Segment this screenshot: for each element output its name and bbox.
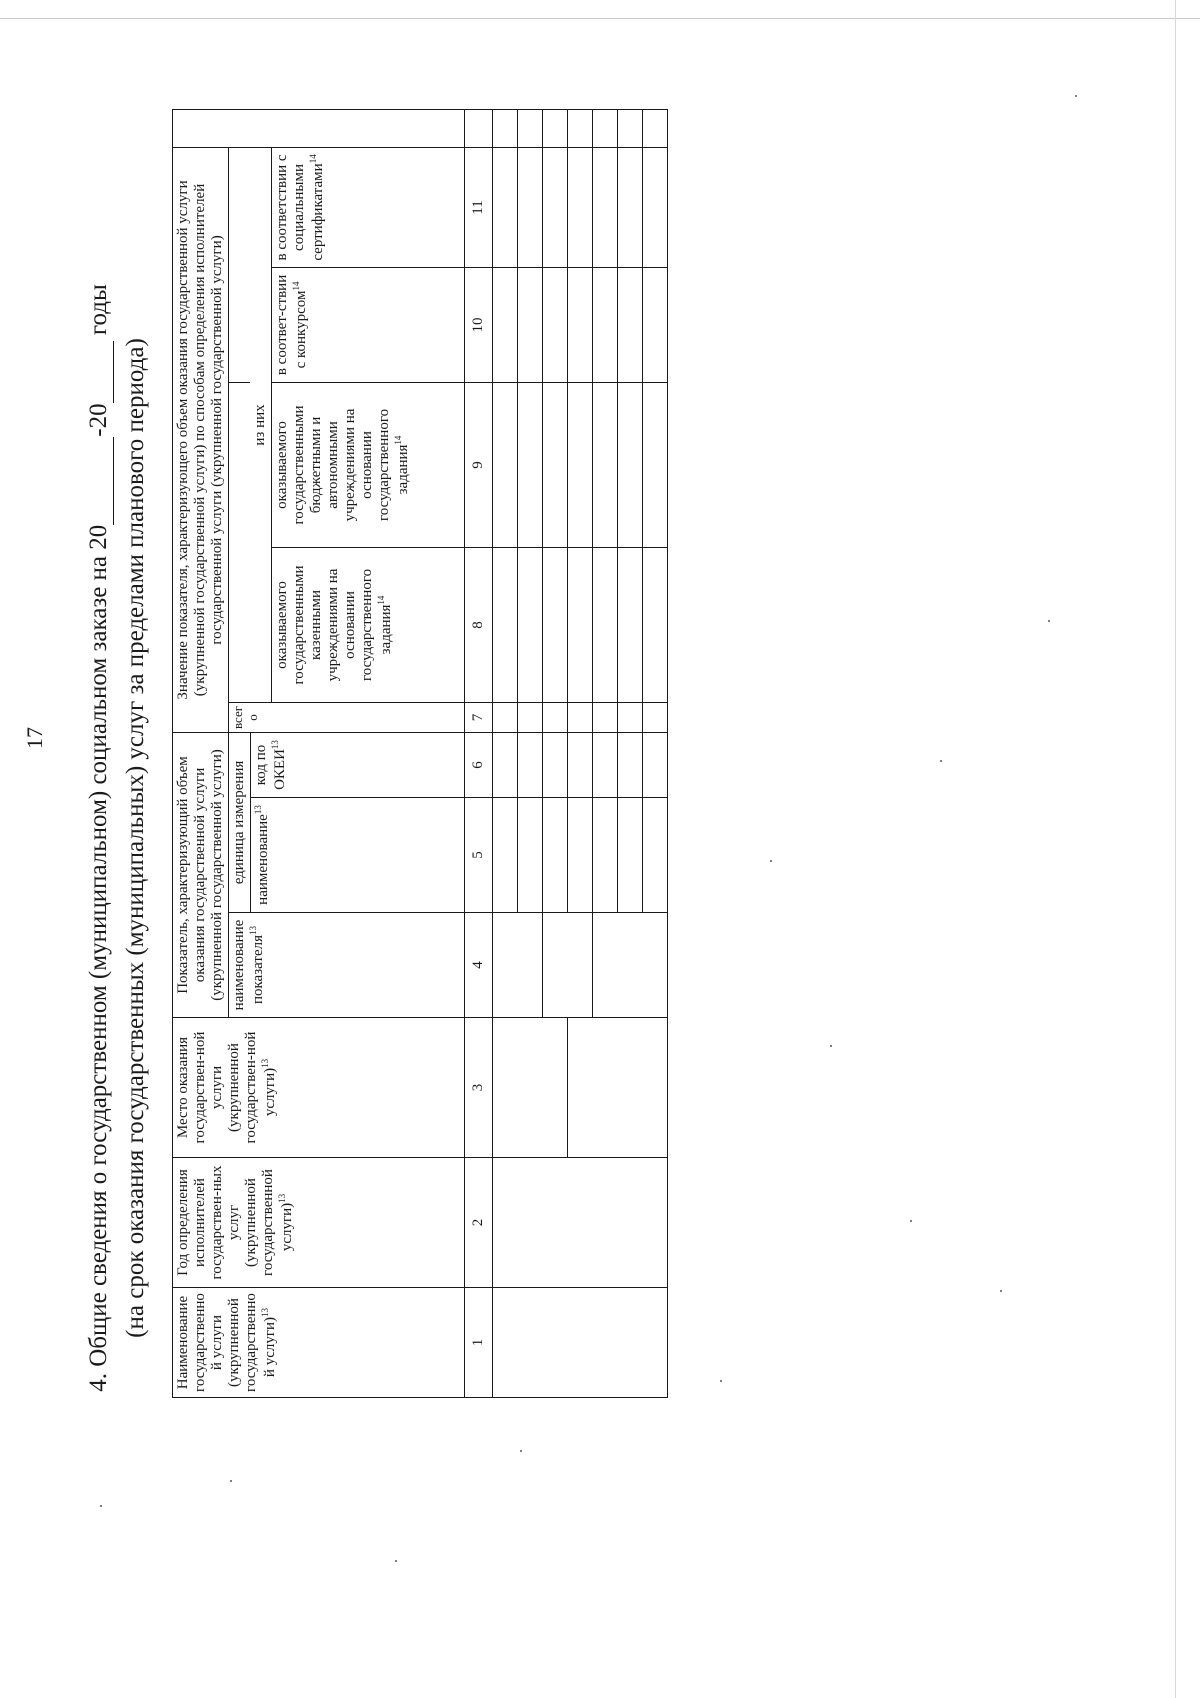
title-prefix: 4. Общие сведения о государственном (муниципальном) социальном заказе на 20 [85,524,112,1392]
column-number: 8 [465,547,493,702]
value-cell[interactable] [568,382,593,547]
header-row-1 [173,109,229,1397]
indicator-name-cell[interactable] [493,913,543,1018]
column-number: 9 [465,382,493,547]
blank-cell [465,109,493,147]
header-year-of-selection: Год определения исполнителей государствен-ных услуг (укрупненной государственной услуги)$^{13}$ [173,1158,465,1288]
unit-name-cell[interactable] [543,798,568,913]
value-cell[interactable] [618,547,643,702]
header-budget-autonomous-institutions: оказываемого государственными бюджетными и автономными учреждениями на основании государственного задания$^{14}$ [272,382,465,547]
header-among-them: из них [250,147,271,702]
unit-name-cell[interactable] [493,798,518,913]
header-indicator-name: наименование показателя$^{13}$ [228,913,464,1018]
column-number: 2 [465,1158,493,1288]
okei-cell[interactable] [593,732,618,797]
year-cell[interactable] [493,1158,668,1288]
header-by-social-certificates: в соответствии с социальными сертификатами$^{14}$ [272,147,465,267]
service-name-cell[interactable] [493,1288,668,1398]
header-indicator-value-group: Значение показателя, характеризующего объем оказания государственной услуги (укрупненной государственной услуги) по способам определения исполнителей государственной услуги (укрупненной государственной услуги) [173,147,229,732]
header-total: всего [228,702,464,732]
value-cell[interactable] [518,382,543,547]
header-spacer [228,382,250,702]
okei-cell[interactable] [618,732,643,797]
header-place-of-service: Место оказания государствен-ной услуги (укрупненной государствен-ной услуги)$^{13}$ [173,1018,465,1158]
total-cell[interactable] [643,702,668,732]
value-cell[interactable] [618,382,643,547]
indicator-name-cell[interactable] [543,913,593,1018]
value-cell[interactable] [593,547,618,702]
social-order-table [172,109,668,1398]
value-cell[interactable] [618,109,643,147]
year-end-blank[interactable] [85,341,114,403]
column-number: 6 [465,732,493,797]
value-cell[interactable] [593,382,618,547]
header-service-name: Наименование государственной услуги (укрупненной государственной услуги)$^{13}$ [173,1288,465,1398]
value-cell[interactable] [568,267,593,382]
column-number: 3 [465,1018,493,1158]
okei-cell[interactable] [493,732,518,797]
okei-cell[interactable] [518,732,543,797]
value-cell[interactable] [493,109,518,147]
value-cell[interactable] [593,267,618,382]
scan-speck [910,1220,912,1222]
column-number: 1 [465,1288,493,1398]
value-cell[interactable] [568,147,593,267]
page-number: 17 [22,727,47,749]
total-cell[interactable] [543,702,568,732]
scan-speck [720,1380,722,1382]
value-cell[interactable] [518,109,543,147]
header-volume-indicator-group: Показатель, характеризующий объем оказания государственной услуги (укрупненной государственной услуги) [173,732,229,1017]
unit-name-cell[interactable] [568,798,593,913]
value-cell[interactable] [518,547,543,702]
column-number: 7 [465,702,493,732]
value-cell[interactable] [518,147,543,267]
okei-cell[interactable] [543,732,568,797]
scan-speck [770,860,772,862]
okei-cell[interactable] [568,732,593,797]
value-cell[interactable] [543,382,568,547]
header-unit-group: единица измерения [228,732,250,912]
total-cell[interactable] [593,702,618,732]
value-cell[interactable] [543,267,568,382]
title-suffix: годы [85,284,112,336]
unit-name-cell[interactable] [643,798,668,913]
value-cell[interactable] [643,109,668,147]
scan-speck [1048,620,1050,622]
value-cell[interactable] [543,547,568,702]
total-cell[interactable] [618,702,643,732]
header-blank-column [173,109,465,147]
value-cell[interactable] [643,147,668,267]
unit-name-cell[interactable] [618,798,643,913]
scan-speck [830,1045,832,1047]
unit-name-cell[interactable] [593,798,618,913]
scan-speck [520,1450,522,1452]
header-state-treasury-institutions: оказываемого государственными казенными учреждениями на основании государственного задания$^{14}$ [272,547,465,702]
header-spacer-right [228,147,250,382]
value-cell[interactable] [493,147,518,267]
value-cell[interactable] [543,147,568,267]
value-cell[interactable] [618,147,643,267]
value-cell[interactable] [568,109,593,147]
place-cell[interactable] [493,1018,568,1158]
column-number: 4 [465,913,493,1018]
value-cell[interactable] [593,109,618,147]
value-cell[interactable] [518,267,543,382]
indicator-name-cell[interactable] [593,913,668,1018]
value-cell[interactable] [643,547,668,702]
column-number: 11 [465,147,493,267]
value-cell[interactable] [593,147,618,267]
column-number: 5 [465,798,493,913]
title-middle: -20 [85,403,112,437]
header-unit-name: наименование$^{13}$ [250,798,464,913]
value-cell[interactable] [643,382,668,547]
total-cell[interactable] [518,702,543,732]
value-cell[interactable] [568,547,593,702]
total-cell[interactable] [493,702,518,732]
scan-speck [230,1480,232,1482]
value-cell[interactable] [493,547,518,702]
scan-speck [1000,1290,1002,1292]
scan-speck [395,1560,397,1562]
section-title [85,188,114,1488]
value-cell[interactable] [493,267,518,382]
section-subtitle: (на срок оказания государственных (муниципальных) услуг за пределами планового периода) [122,338,149,1338]
unit-name-cell[interactable] [518,798,543,913]
column-number-row [465,109,493,1397]
header-by-competition: в соответ-ствии с конкурсом$^{14}$ [272,267,465,382]
value-cell[interactable] [493,382,518,547]
total-cell[interactable] [568,702,593,732]
place-cell[interactable] [568,1018,668,1158]
scan-speck [100,1505,102,1507]
okei-cell[interactable] [643,732,668,797]
year-start-blank[interactable] [85,437,114,525]
value-cell[interactable] [618,267,643,382]
column-number: 10 [465,267,493,382]
scan-speck [940,760,942,762]
scan-speck [1075,95,1077,97]
table-row [493,109,518,1397]
value-cell[interactable] [643,267,668,382]
header-okei-code: код по ОКЕИ$^{13}$ [250,732,464,797]
value-cell[interactable] [543,109,568,147]
